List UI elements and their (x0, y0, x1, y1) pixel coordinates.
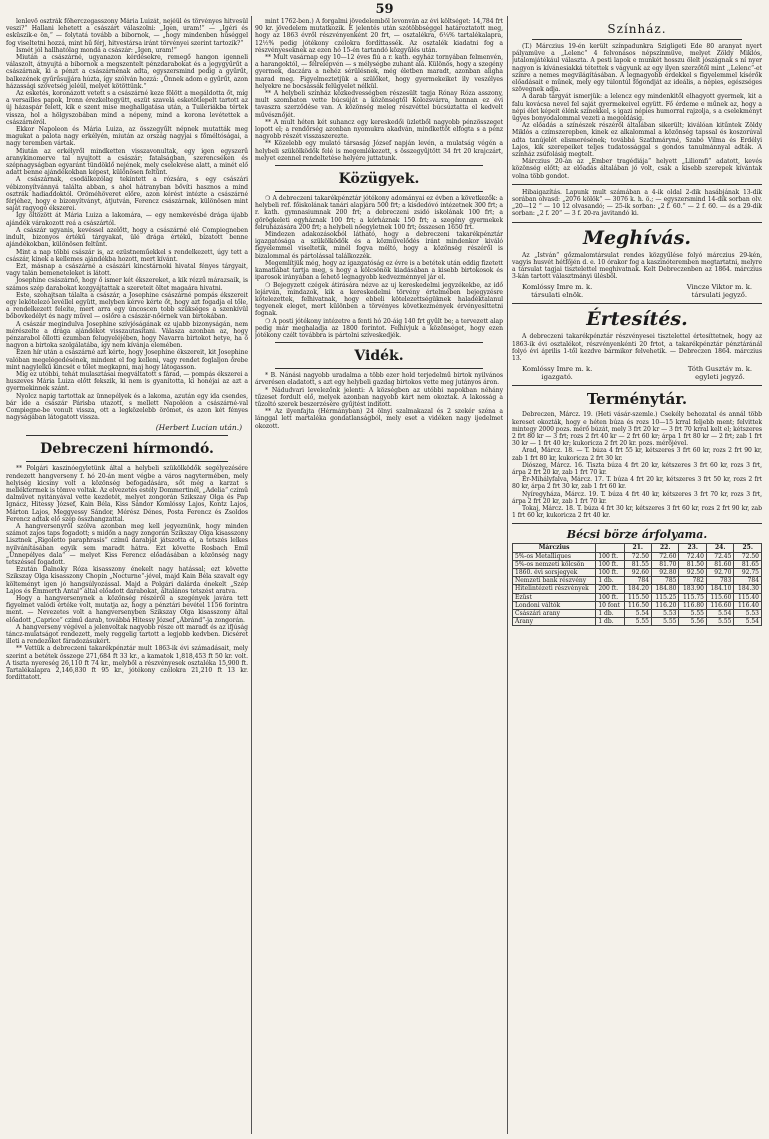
theatre-review (512, 43, 762, 180)
intro-article (6, 18, 248, 421)
table-cell: 1 db. (596, 618, 624, 626)
review-paragraph: Az előadás a színészek részéről általában sikerült; kiválóan kitűntek Zöldy Miklós a czímszerepben, kinek ez alkalommal a közönség tapssal és koszorúval adta tanújelét elismerésének; továbbá Szathmáryné, Szabó Vilma és Erdélyi Lajos, kik szerepeiket teljes tudatossággal s gondos tanulmánnyal adták. A színház zsúfolásig megtelt. (512, 122, 762, 159)
table-row (513, 585, 762, 593)
table-cell: 5.54 (624, 609, 651, 617)
table-header-cell: 22. (651, 544, 678, 552)
divider (26, 461, 228, 462)
table-cell: 116.40 (734, 601, 762, 609)
article-paragraph: Josephine császárnő, hogy ő ismer két ékszereket, a kik rézzű márazsaik, is számos szép darabokat kozgyájtattak a szereteit öltet magaára hivatni. (6, 277, 248, 292)
news-paragraph: A hangversenyről szólva azonban meg kell jegyeznünk, hogy minden számot zajos taps fogadott; s midőn a nagy zongorán Szikszay Olga kisasszony Lisztnek „Rigoletto paraphrasis“ czímű darabját játszotta el, a tetszés lelkes nyilvánításában egyik sem maradt hátra. Ezt követte Rosbach Emil „Ünnepélyes dala“ — melyet Kiss Ferencz előadásában a közönség nagy tetszéssel fogadott. (6, 523, 248, 567)
section-title-termenytar: Terménytár. (586, 390, 688, 409)
table-cell: 5.54 (706, 609, 733, 617)
table-header-cell (596, 544, 624, 552)
news-paragraph: ** Mult vasárnap egy 10—12 éves fiú a r. kath. egyház tornyában felmenvén, a harangoktól, — félrelépvén — s mélységbe zuhant alá. Különös, hogy a szegény gyermek, daczára a nehéz sérülésnek, még életben maradt, azonban aligha marad meg. Figyelmeztetjük a szülőket, hogy gyermekeiket ily veszélyes helyekre ne bocsássák felügyelet nélkül. (255, 54, 503, 90)
table-row (513, 577, 762, 585)
table-body (513, 552, 762, 626)
article-paragraph: A császárnak, csodálkozólag tekintett a rózsára, s egy császári vébizonyítvánnyá találta abban, s ahol hátranyban bővíti hasznos a mind osztrák hadiaddoktól. Oröméhöveret előre, azon kérést intézte a császárné férjéhez, hogy e bizonyítványt, átjutván, Ferencz császárnak, különösen mint saját ragyogó ékszerei. (6, 176, 248, 213)
table-cell: 72.60 (651, 552, 678, 560)
section-title-ertesites: Értesítés. (586, 308, 688, 331)
table-cell: 785 (651, 577, 678, 585)
table-cell: 5%-os Metalliques (513, 552, 596, 560)
table-cell: 1 db. (596, 577, 624, 585)
signer-name: Komlóssy Imre m. k. (522, 283, 593, 292)
column-rule (251, 16, 252, 1134)
correction-notice: Hibaigazítás. Lapunk mult számában a 4-ik oldal 2-dik hasábjának 13-dik sorában olvasd: „2076 kölök“ — 3076 k. h. ö.; — egyszersmind 14-dik sorban olv. „20—12 “ — 10 12 olvasandó; — 25-ik sorban: „2 f. 60.“ — 2 f. 60. — és a 29-dik sorban: „2 f. 20“ — 3 f. 20-ra javitandó ki. (512, 188, 762, 218)
divider (275, 342, 483, 343)
news-paragraph: Megemlítjük még, hogy az igazgatóság ez évre is a betétek után eddig fizetett kamatlábat tartja meg, s hogy a kölcsönök kiadásában a kisebb birtokosok és iparosok irányában a lehető legnagyobb kedvezménnyel jár el. (255, 259, 503, 282)
table-cell: 5%-os nemzeti kölcsön (513, 560, 596, 568)
table-row (513, 560, 762, 568)
article-paragraph: Ekkor Napoleon és Mária Luiza, az összegyűlt népnek mutatták meg magukat a palota nagy erkélyén, miután az ország nagyjai s főméltóságai, a nagy teremben vártak. (6, 126, 248, 148)
article-paragraph: Így öltözött át Mária Luiza a lakomára, — egy nemkevésbé drága újabb ajándék várakozott reá a császártól. (6, 212, 248, 227)
article-paragraph: Ezen hír után a császárné azt kérte, hogy Josephine ékszereit, kit Josephine valóban megelégedésének, mindent el fog kelleni, vagy rendet foglaljon őrebe mint nagylelkű kincsét e tőlet megkapni, maj hogy látogasson. (6, 349, 248, 371)
table-cell: 72.40 (679, 552, 706, 560)
news-paragraph: A hangverseny végével a jelenvoltak nagyobb része ott maradt és az ifjúság táncz-mulatságot rendezett, mely reggelig tartott a legjobb kedvben. Dicséret illeti a rendezőket fáradozásukért. (6, 623, 248, 646)
meghivas-signatures (522, 283, 752, 299)
hirmondo-news (6, 465, 248, 681)
table-cell: 92.80 (651, 568, 678, 576)
article-paragraph: Miután az erkélyről mindketten visszavonultak, egy igen egyszerű aranykinomerve tal nyujtott a császár; fatalságban, szerencséken és szépnagyságban egyaránt tündöklő nejének, mely cselekvése alatt, a minét elő adatt benne ajándékokban képest, különösen feltűnt. (6, 147, 248, 177)
divider (512, 523, 762, 524)
table-cell: Császári arany (513, 609, 596, 617)
table-cell: 5.55 (679, 609, 706, 617)
table-cell: 72.50 (624, 552, 651, 560)
market-reports (512, 411, 762, 519)
table-cell: 72.50 (734, 552, 762, 560)
table-cell: 784 (624, 577, 651, 585)
table-cell: Ezüst (513, 593, 596, 601)
table-cell: 784 (734, 577, 762, 585)
table-cell: 5.56 (679, 618, 706, 626)
market-report: Nyíregyháza, Márcz. 19. T. búza 4 frt 40 kr, kétszeres 3 frt 70 kr, rozs 3 frt, árpa 2 frt 20 kr, zab 1 frt 70 kr. (512, 490, 762, 505)
article-paragraph: Miután a császárné, ugyanazon kérdésekre, remegő hangon igenneli válaszolt, átnyujtá a bibornok a megszentelt pénzdarabokat és a jegygyűrűt a császárnak, ki a pénzt a császárnénak adta, egyszersmind pedig a gyűrűt, balkezének gyűrűsujjára húzta, így szólván hozzá: „Önnek adom e gyűrűt, azon házassági szövetség jeléül, melyet kötöttünk.“ (6, 54, 248, 90)
article-paragraph: Az esketés, koronázott vetett s a császárné keze fölött a megáldotta őt, míg a versailles papok, Ironn érezkeltegyütt, eszüt szavelá esketötlepelt tartott az új házaspár felett, kik e szent mise meghallgatása után, a Tuileriákba tértek vissza, hol a hölgyszobában mind a népeny, mind a korona levétettek a császárnéról. (6, 90, 248, 126)
column-2 (255, 18, 503, 1136)
table-header-cell: 21. (624, 544, 651, 552)
signer-title: igazgató. (541, 373, 573, 382)
divider (532, 39, 742, 40)
article-paragraph: Ismét jól hallhatólag mondá a császár: „Igen, uram!“ (16, 46, 177, 54)
article-paragraph: Ezt, másnap a császárné a császári kincstárnoki hivatal fényes tárgyait, vagy talán bemeneteleket is látott. (6, 262, 248, 278)
divider (512, 184, 762, 185)
table-cell: Nemzeti bank részvény (513, 577, 596, 585)
table-cell: 5.55 (624, 618, 651, 626)
meghivas-text: Az „István“ gőzmalomtársulat rendes közgyűlése folyó márczius 29-kén, vagyis husvét hétfőjén d. e. 10 órakor fog a kaszinóteremben megtartatni, melyre a társulat tagjai tisztelettel meghivatnak. Kelt Debreczenben az 1864. márczius 3-kán tartott választmányi ülésből. (512, 251, 762, 281)
divider (275, 165, 483, 166)
table-cell: 115.75 (679, 593, 706, 601)
review-paragraph: A darab tárgyát ismerjük: a lelencz egy mindenkitől elhagyott gyermek, kit a falu kovácsa nevel fel saját gyermekeivel együtt. Fő érdeme e műnek az, hogy a népi élet képeit élénk színekkel, s igazi népies humorral rajzolja, s a cselekményt ügyes bonyodalommal vezeti a megoldásig. (512, 93, 762, 123)
table-cell: 81.65 (734, 560, 762, 568)
column-rule (507, 16, 508, 1134)
table-cell: 116.80 (679, 601, 706, 609)
news-paragraph: ❍ A posti jótékony intézetre a fenti hó 20-áig 140 frt gyűlt be; a tervezett alap pedig már meghaladja az 1800 forintot. Felhívjuk a közönséget, hogy ezen jótékony czélt továbbra is pártolni szíveskedjék. (255, 317, 503, 339)
signer-title: egyleti jegyző. (695, 373, 745, 382)
table-cell: 5.53 (734, 609, 762, 617)
article-paragraph: lenlevő osztrák főherczegasszony Mária Luizát, nejéül és törvényes hitvesül veszi?“ Hallani lehetett a császárt válaszolni: „Igen, uram!“ — „Igéri és esküszik-e ön,“ — folytatá tovább a bibornok, — „hogy mindenben hűséggel fog viseltetni hozzá, mint hű férj, hitvestársa iránt törvényei szerint tartozik?“ (6, 18, 248, 47)
news-paragraph: ❍ A debreczeni takarékpénztár jótékony adományai ez évben a következők: a helybeli ref. főiskolának tanári alapjára 500 frt; a kisdedóvó intézetnek 300 frt; a r. kath. gymnasiumnak 200 frt; a debreczeni zsidó iskolának 100 frt; a görögkeleti egyháznak 100 frt; a kórháznak 150 frt; a szegény gyermekek felruházására 200 frt; a helybeli nőegyletnek 100 frt; összesen 1650 frt. (255, 195, 503, 231)
table-cell: 100 ft. (596, 593, 624, 601)
table-row (513, 601, 762, 609)
table-cell: 184.80 (651, 585, 678, 593)
table-cell: 184.20 (624, 585, 651, 593)
page-number: 59 (375, 2, 394, 17)
table-cell: 115.25 (651, 593, 678, 601)
table-cell: 5.53 (651, 609, 678, 617)
table-cell: 92.70 (706, 568, 733, 576)
column-3 (512, 18, 762, 1136)
table-cell: 100 ft. (596, 568, 624, 576)
table-cell: 115.50 (624, 593, 651, 601)
article-paragraph: Nyolcz napig tartottak az ünnepélyek és a lakoma, azután egy ida csendes, bár ide a császár Párisba utazott, s mellett Napoléon a császárné-val Compiegne-be vonult vissza, ott a legközelebb örömet, és azon két fényes nagyságában látogatott vissza. (6, 392, 248, 422)
market-report: Ér-Mihályfalva, Márcz. 17. T. búza 4 frt 20 kr, kétszeres 3 frt 50 kr, rozs 2 frt 80 kr, árpa 2 frt 30 kr, zab 1 frt 60 kr. (512, 476, 762, 491)
table-header-cell: 25. (734, 544, 762, 552)
news-paragraph: ❍ Bejegyzett czégek átirására nézve az uj kereskedelmi jegyzékekbe, az idő lejárván, mindazok, kik a kereskedelmi törvény értelmében bejegyzésre kötelezettek, felhivatnak, hogy ebbeli kötelezettségüknek haladéktalanul tegyenek eleget, mert különben a törvényes következmények érvényesíttetni fognak. (255, 281, 503, 318)
ertesites-signatures (522, 365, 752, 381)
table-row (513, 568, 762, 576)
divider (275, 191, 483, 192)
table-cell: 81.70 (651, 560, 678, 568)
exchange-rate-table (512, 543, 762, 626)
local-news (255, 18, 503, 162)
ertesites-text: A debreczeni takarékpénztár részvényesei tisztelettel értesíttetnek, hogy az 1863-ik évi osztalékot, részvényenkénti 20 frtot, a takarékpénztár pénztáránál folyó évi április 1-től kezdve bármikor felvehetik. — Debreczen 1864. márczius 13. (512, 333, 762, 363)
divider (512, 385, 762, 386)
table-cell: Arany (513, 618, 596, 626)
table-cell: 5.55 (706, 618, 733, 626)
article-paragraph: Este, szohajtsan tálalta a császár, a Josephine császárné pompás ékszereit egy lekötelezó levéllel együtt, melyben kérve kérte őt, hogy azt fogadja el tőle, a rendelkezett feleíte, mert arra egy úncoscen tobb szükséges a szenkívül bőbovkedélyt és nagy művel — oslőre a császár-nőérnek van birtokában. (6, 291, 248, 321)
table-cell: 72.45 (706, 552, 733, 560)
article-paragraph: Míg ez utóbbi, tehát mulasztásai megváltatott s fárad, — pompás ékszerei a huszeves Mária Luiza előtt fekszik, ki nem is gyanította, ki honéjai az azt a gyermekinnek szánt. (6, 370, 248, 393)
table-cell: 92.75 (734, 568, 762, 576)
table-cell: 81.55 (624, 560, 651, 568)
table-cell: 183.90 (679, 585, 706, 593)
table-header-cell: 23. (679, 544, 706, 552)
section-title-meghivas: Meghívás. (582, 226, 692, 249)
table-cell: 115.40 (734, 593, 762, 601)
market-report: Tokaj, Márcz. 18. T. búza 4 frt 30 kr, kétszeres 3 frt 60 kr, rozs 2 frt 90 kr, zab 1 frt 60 kr, kukoricza 2 frt 40 kr. (512, 504, 762, 520)
review-paragraph: Márczius 20-án az „Ember tragédiája“ helyett „Liliomfi“ adatott, kevés közönség előtt; az előadás általában jó volt, csak a kisebb szerepek kívántak volna több gondot. (512, 158, 762, 180)
table-cell: 783 (706, 577, 733, 585)
table-cell: 10 font (596, 601, 624, 609)
table-header-cell: 24. (706, 544, 733, 552)
signer-title: társulati jegyző. (691, 291, 748, 300)
table-cell: 782 (679, 577, 706, 585)
kozugyek-news (255, 195, 503, 339)
table-header-cell: Márczius (513, 544, 596, 552)
table-cell: 92.60 (624, 568, 651, 576)
article-paragraph: A császár ugyanis, kevéssel azelőtt, hogy a császárné elé Compiegneben indult, bizonyos értékű tárgyakat, ülé drága értékű, bízatott benne ajándékokban, különösen feltűnt. (6, 226, 248, 249)
news-paragraph: mint 1762-ben.) A forgalmi jövedelemből levonván az évi költséget: 14,784 frt 90 kr. jövedelem mutatkozik. E jelentés után szótöbbséggel határoztatott meg, hogy az 1863 évről részvényenként 20 frt, — osztalékra, 6¼% tartalékalapra, 12½% pedig jótékony czélokra fordíttassék. Az osztalék kiadatni fog a részvényeseknek az ezen hó 15-én tartandó közgyűlés után. (255, 18, 503, 54)
table-cell: 100 ft. (596, 560, 624, 568)
article-paragraph: A császár megindulva Josephine szívjóságának ez ujabb bizonyságán, nem mérészelte a drága ajándékot visszautasítani. Válasza azonban az, hogy pénzarabol öllotti ezumban felugyeléjében, hogy Navarra birtokot hetye, ha ő nagyon a birtoka szolgálatába, így nem kívánja elemében. (6, 320, 248, 350)
signer-title: társulati elnök. (531, 291, 584, 300)
section-title-videk: Vidék. (354, 348, 404, 365)
article-signature: (Herbert Lucian után.) (155, 423, 242, 433)
table-row (513, 552, 762, 560)
table-cell: 5.54 (734, 618, 762, 626)
divider (275, 368, 483, 369)
table-row (513, 593, 762, 601)
table-cell: 1860. évi sorsjegyek (513, 568, 596, 576)
table-cell: 81.50 (679, 560, 706, 568)
news-paragraph: ** Vettük a debreczeni takarékpénztár mult 1863-ik évi számadásait, mely szerint a betétek összege 271,684 ft 33 kr., a kamatok 1,818,453 ft 50 kr. volt. A tiszta nyereség 26,110 ft 74 kr., melyből a részvényesek osztaléka 15,900 ft. Tartalékalapra 2,146,830 ft 95 kr., jótékony czélokra 21,210 ft 13 kr. fordíttatott. (6, 645, 248, 682)
news-paragraph: Hogy a hangversenynek a közönség részéről a szegények javára tett figyelmet valódi értéke volt, mutatja az, hogy a pénztári bevétel 1156 forintra ment. — Nevezetes volt a hangversenyben Szikszay Olga kisasszony által előadott „Caprice“ czímű darab, továbbá Hitessy József „Ábránd“-ja zongorán. (6, 595, 248, 624)
table-cell: 116.60 (706, 601, 733, 609)
news-paragraph: Ezután Dalnoky Róza kisasszony énekelt nagy hatással; ezt követte Szikszay Olga kisasszony Chopin „Nocturne“-jével, majd Kain Béla szavalt egy költeményt igen jó hangsúlyozással. Majd a Polgári dalárda énekelt „Szép Lajos és Emmerth Antal“ által előadott darabokat, általános tetszést aratva. (6, 566, 248, 595)
table-cell: 92.50 (679, 568, 706, 576)
market-report: Diószeg, Márcz. 16. Tiszta búza 4 frt 20 kr, kétszeres 3 frt 60 kr, rozs 3 frt, árpa 2 frt 20 kr, zab 1 frt 70 kr. (512, 461, 762, 476)
news-paragraph: ** A mult héten két suhancz egy kereskedői üzletből nagyobb pénzösszeget lopott el; a rendőrség azonban nyomukra akadván, mindkettőt elfogta s a pénz nagyobb részét visszaszerezte. (255, 118, 503, 141)
table-cell: 115.60 (706, 593, 733, 601)
table-cell: 184.30 (734, 585, 762, 593)
article-paragraph: Mint a nap többi császár is, az ezüstneműekkel s rendelkezett, úgy tett a császár, kinek a kellemes ajándékba hozott, mert kívánt. (6, 248, 248, 263)
signer-name: Komlóssy Imre m. k. (522, 365, 593, 374)
divider (26, 435, 228, 436)
table-cell: Londoni váltók (513, 601, 596, 609)
news-paragraph: ** Az ilyenfajta (Hérmányban) 24 ölnyi szalmakazal és 2 szekér széna a lánggal lett martaléka gondatlanságból, mely eset a vidéken nagy ijedelmet okozott. (255, 408, 503, 430)
news-paragraph: ** A helybeli színház közkedvességben részesült tagja Rónay Róza asszony, mult szombaton vette búcsúját a közönségtől Kolozsvárra, honnan ez évi tavaszra szerződése van. A közönség meleg részvéttel búcsúztatta el kedvelt művésznőjét. (255, 90, 503, 119)
signer-name: Vincze Viktor m. k. (686, 283, 752, 292)
table-header-row (513, 544, 762, 552)
news-paragraph: ** Polgári kaszinóegyletünk által a helybeli szükölködők segélyezésére rendezett hangverseny f. hó 20-án ment végbe a város nagytermében, mely helyiség kicsiny volt a közönség befogadására, sőt még a karzat s melléktermek is tömve voltak. Az elvezetés estély Dommertinél, „Adelia“ czímű dalművet nyitányával vette kezdetét, melyet zongorán Szikszay Olga és Pap Ignácz, Hitessy József, Kain Béla, Kiss Sándor Komlóssy Lajos, Kontz Lajos, Márton Lajos, Meggyessy Sándor, Mérész Dénes, Posta Ferencz és Zsoldos Ferencz adtak elő szép összhangzattal. (6, 465, 248, 523)
table-cell: 116.50 (624, 601, 651, 609)
table-cell: 5.55 (651, 618, 678, 626)
exchange-table-title: Bécsi börze árfolyama. (566, 528, 708, 542)
table-cell: 100 ft. (596, 552, 624, 560)
news-paragraph: ** Közelebb egy mulató társaság József napján levén, a mulatság végén a helybeli szükölködők felé is megemlékezett, s összegyűjtött 34 frt 20 krajczárt, melyet ezennel rendeltetése helyére juttatunk. (255, 140, 503, 162)
market-report: Debreczen, Márcz. 19. (Heti vásár-szemle.) Csekély behozatal és annál több kereset okozták, hogy e héten búza és rozs 10—15 krral feljebb ment; felvittek mintegy 2000 pozs. mérő búzát, mely 3 frt 20 kr — 3 frt 70 krral kelt el; kétszeres 2 frt 80 kr — 3 frt; rozs 2 frt 40 kr — 2 frt 60 kr; árpa 1 frt 80 kr — 2 frt; zab 1 frt 30 kr — 1 frt 40 kr; kukoricza 2 frt 20 kr. pozs. mérőjével. (512, 411, 762, 448)
news-paragraph: * B. Nánási nagyobb uradalma a több ezer hold terjedelmű birtok nyilvános árverésen eladatott, s azt egy helybeli gazdag birtokos vette meg jutányos áron. (255, 372, 503, 387)
news-paragraph: * Nádudvari levelezőnk jelenti: A községben az utóbbi napokban néhány tűzeset fordult elő, melyek azonban nagyobb kárt nem okoztak. A lakosság a tűzoltó szerek beszerzésére gyűjtést indított. (255, 386, 503, 408)
section-title-szinhaz: Színház. (607, 22, 667, 36)
table-cell: 1 db. (596, 609, 624, 617)
table-row (513, 609, 762, 617)
section-title-kozugyek: Közügyek. (338, 171, 420, 188)
signer-name: Tóth Gusztáv m. k. (687, 365, 752, 374)
column-1 (6, 18, 248, 1136)
table-row (513, 618, 762, 626)
videk-news (255, 372, 503, 430)
table-cell: 81.60 (706, 560, 733, 568)
market-report: Arad, Márcz. 18. — T. búza 4 frt 55 kr, kétszeres 3 frt 60 kr, rozs 2 frt 90 kr, zab 1 frt 80 kr, kukoricza 2 frt 30 kr. (512, 447, 762, 462)
section-title-hirmondo: Debreczeni hírmondó. (40, 441, 214, 458)
table-cell: Hitelintézeti részvények (513, 585, 596, 593)
table-cell: 200 ft. (596, 585, 624, 593)
news-paragraph: Mindezen adakozásokból látható, hogy a debreczeni takarékpénztár igazgatósága a szükölködők és a közművelődés iránt mindenkor kiváló figyelemmel viseltetik, minél fogva méltó, hogy a közönség részéről is bizalommal és pártolással találkozzék. (255, 231, 503, 260)
divider (512, 303, 762, 304)
divider (512, 222, 762, 223)
table-cell: 184.10 (706, 585, 733, 593)
table-cell: 116.20 (651, 601, 678, 609)
review-paragraph: (T.) Márczius 19-én került színpadunkra Szigligeti Ede 80 aranyat nyert pályamüve a „Lelenc“ 4 felvonásos népszínmüve, melyet Zöldy Miklós, jutalomjátékául választa. A pesti lapok e munkét hosszu ölelt jószágnak s ní nyer nagyon is kívánesiakká tétettek s vágyunk az egy ilyen szerzőtől mint ,,Lelenc“-et színre a nemes megvilágításában. A legnagyobb érdekkel s figyelemmel kísérők előadásait e műnek, mely egy túlontúl főgondját az ideális, a népies, egészséges szövegnek adja. (512, 43, 762, 94)
